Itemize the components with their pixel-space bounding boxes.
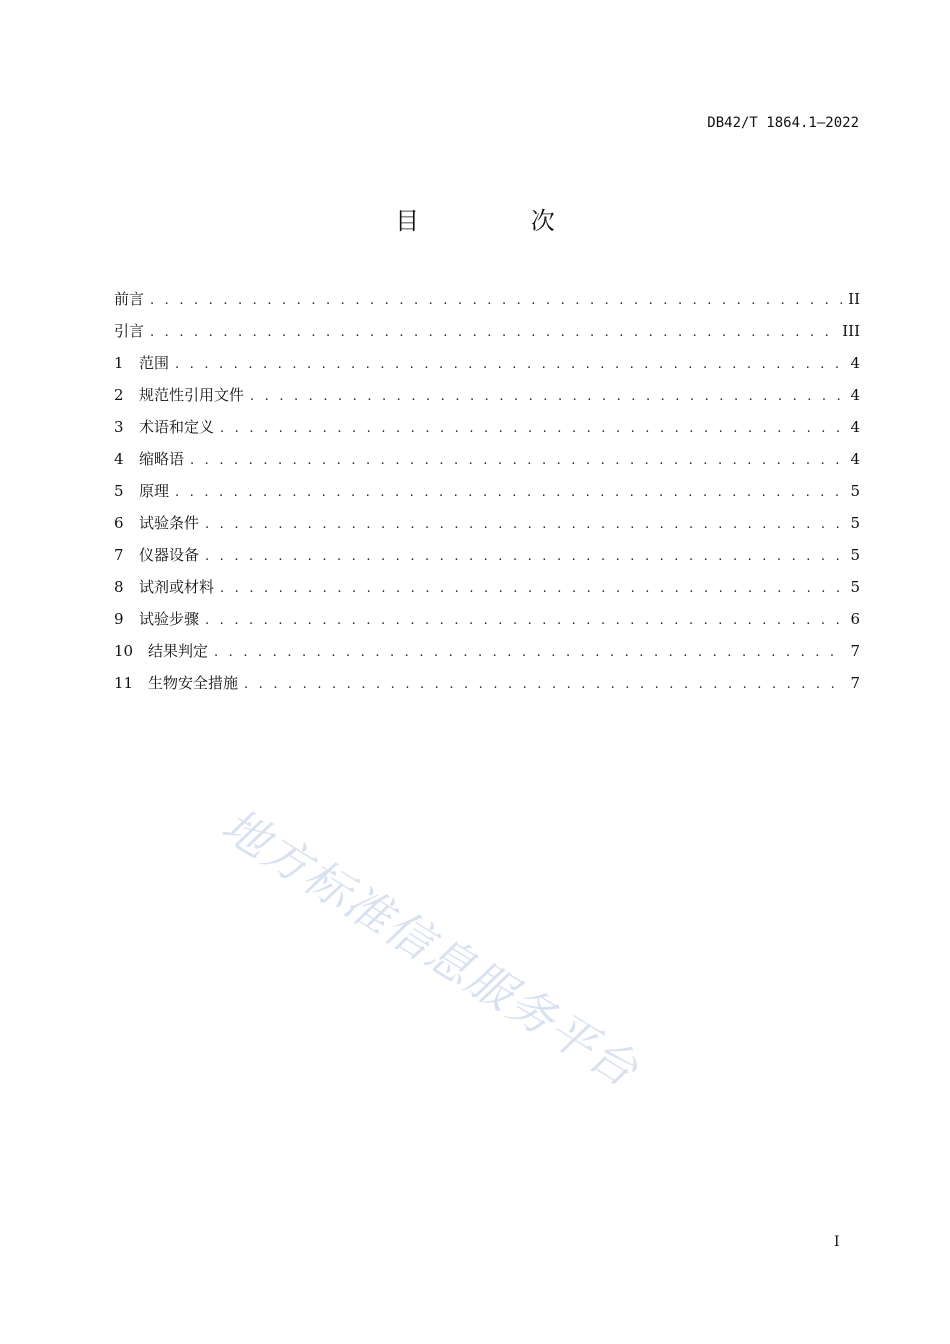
toc-entry-page: 4 — [850, 386, 860, 404]
toc-entry-page: 7 — [850, 642, 860, 660]
toc-entry-page: 4 — [850, 418, 860, 436]
toc-entry-page: 4 — [850, 354, 860, 372]
toc-leader-dots — [205, 607, 844, 635]
toc-leader-dots — [214, 639, 844, 667]
toc-entry-reagents-materials[interactable] — [114, 573, 860, 605]
toc-entry-scope[interactable] — [114, 349, 860, 381]
table-of-contents — [114, 285, 860, 701]
toc-entry-number: 6 — [114, 514, 124, 532]
toc-leader-dots — [244, 671, 844, 699]
toc-entry-page: 5 — [850, 482, 860, 500]
toc-leader-dots — [205, 543, 844, 571]
toc-entry-principle[interactable] — [114, 477, 860, 509]
toc-entry-number: 2 — [114, 386, 124, 404]
toc-entry-number: 3 — [114, 418, 124, 436]
toc-entry-result-judgment[interactable] — [114, 637, 860, 669]
toc-entry-number: 8 — [114, 578, 124, 596]
toc-entry-normative-references[interactable] — [114, 381, 860, 413]
toc-entry-page: 7 — [850, 674, 860, 692]
toc-entry-page: 5 — [850, 546, 860, 564]
toc-entry-number: 11 — [114, 674, 134, 692]
toc-entry-label: 试验步骤 — [139, 610, 200, 628]
toc-entry-page: II — [848, 290, 860, 308]
toc-entry-abbreviations[interactable] — [114, 445, 860, 477]
watermark-text: 地方标准信息服务平台 — [212, 797, 649, 1098]
page-number: I — [834, 1234, 840, 1250]
toc-entry-biosafety-measures[interactable] — [114, 669, 860, 701]
toc-entry-label: 引言 — [114, 322, 145, 340]
toc-entry-introduction[interactable] — [114, 317, 860, 349]
toc-entry-label: 规范性引用文件 — [139, 386, 245, 404]
toc-entry-page: III — [842, 322, 860, 340]
toc-leader-dots — [150, 319, 836, 347]
toc-entry-label: 缩略语 — [139, 450, 185, 468]
toc-entry-page: 4 — [850, 450, 860, 468]
toc-leader-dots — [175, 479, 844, 507]
toc-entry-number: 10 — [114, 642, 134, 660]
toc-entry-test-procedure[interactable] — [114, 605, 860, 637]
toc-entry-label: 试验条件 — [139, 514, 200, 532]
toc-entry-label: 术语和定义 — [139, 418, 215, 436]
toc-entry-number: 1 — [114, 354, 124, 372]
toc-entry-label: 仪器设备 — [139, 546, 200, 564]
toc-entry-page: 6 — [850, 610, 860, 628]
toc-leader-dots — [205, 511, 844, 539]
toc-entry-number: 7 — [114, 546, 124, 564]
toc-entry-test-conditions[interactable] — [114, 509, 860, 541]
toc-entry-page: 5 — [850, 514, 860, 532]
toc-entry-label: 原理 — [139, 482, 170, 500]
toc-leader-dots — [150, 287, 842, 315]
toc-entry-label: 范围 — [139, 354, 170, 372]
document-code: DB42/T 1864.1—2022 — [707, 115, 859, 131]
toc-entry-number: 4 — [114, 450, 124, 468]
toc-leader-dots — [220, 415, 844, 443]
toc-entry-terms-definitions[interactable] — [114, 413, 860, 445]
toc-leader-dots — [190, 447, 844, 475]
toc-entry-label: 试剂或材料 — [139, 578, 215, 596]
toc-leader-dots — [250, 383, 844, 411]
toc-leader-dots — [220, 575, 844, 603]
toc-title: 目 次 — [395, 207, 607, 235]
toc-entry-label: 结果判定 — [148, 642, 209, 660]
toc-entry-label: 前言 — [114, 290, 145, 308]
toc-entry-foreword[interactable] — [114, 285, 860, 317]
toc-entry-number: 5 — [114, 482, 124, 500]
toc-entry-label: 生物安全措施 — [148, 674, 239, 692]
toc-entry-instruments[interactable] — [114, 541, 860, 573]
toc-entry-page: 5 — [850, 578, 860, 596]
toc-entry-number: 9 — [114, 610, 124, 628]
toc-leader-dots — [175, 351, 844, 379]
